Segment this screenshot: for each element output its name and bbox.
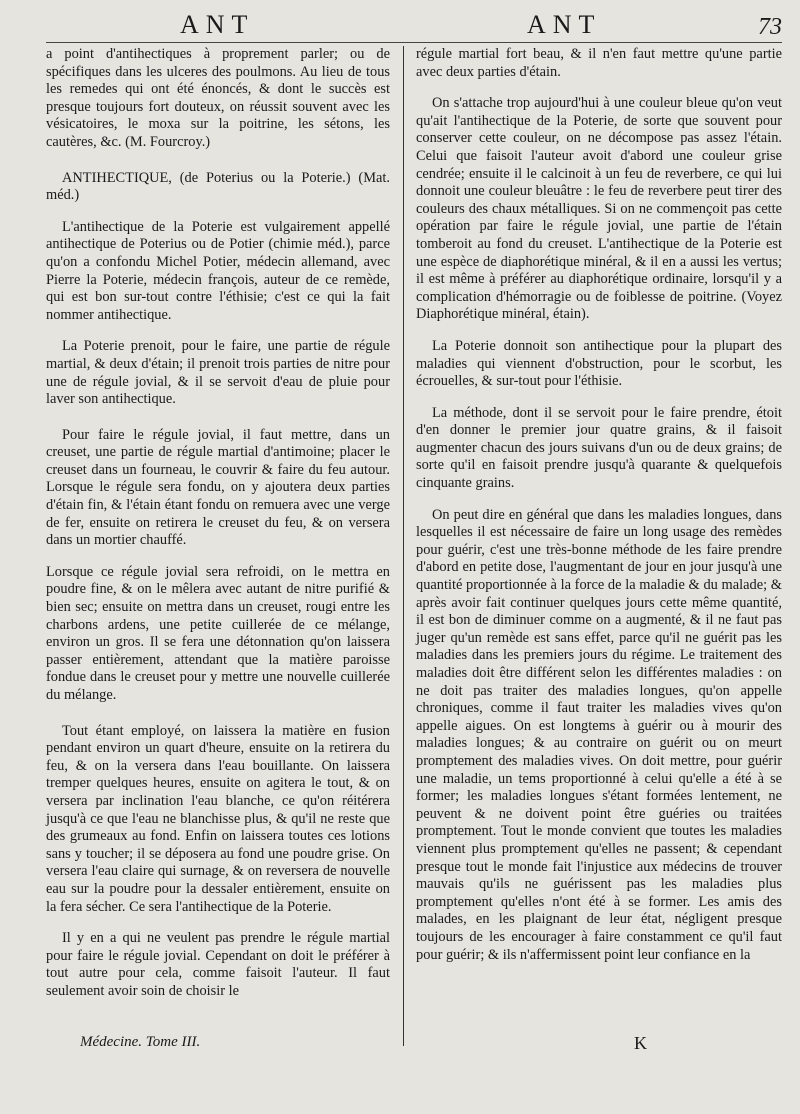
header-rule — [46, 42, 782, 43]
paragraph: régule martial fort beau, & il n'en faut mettre qu'une partie avec deux parties d'étain. — [416, 46, 782, 80]
paragraph: a point d'antihectiques à proprement parler; ou de spécifiques dans les ulceres des poulmons. Au lieu de tous les remedes qui ont été énoncés, & dont le succès est presque toujours fort douteux, on réussit souvent avec les vésicatoires, le moxa sur la poitrine, les sétons, les cautères, &c. (M. Fourcroy.) — [46, 46, 390, 150]
paragraph: La méthode, dont il se servoit pour le faire prendre, étoit d'en donner le premier jour quatre grains, & il faisoit augmenter chacun des jours suivans d'un ou de deux grains; de sorte qu'il en faisoit prendre jusqu'à quarante & quelquefois cinquante grains. — [416, 404, 782, 492]
running-head-right: ANT — [527, 10, 602, 39]
right-column — [416, 46, 782, 978]
column-divider — [403, 46, 404, 1046]
paragraph: Pour faire le régule jovial, il faut mettre, dans un creuset, une partie de régule martial d'antimoine; placer le creuset dans un fourneau, le couvrir & faire du feu autour. Lorsque le régule sera fondu, on y ajoutera deux parties d'étain fin, & l'étain étant fondu on remuera avec une verge de fer, ensuite on retirera le creuset du feu, & on versera dans un mortier chauffé. — [46, 426, 390, 549]
running-head-left: ANT — [180, 10, 255, 39]
paragraph: La Poterie prenoit, pour le faire, une partie de régule martial, & deux d'étain; il prenoit trois parties de nitre pour une de régule jovial, & il se servoit d'eau de pluie pour laver son antihectique. — [46, 338, 390, 408]
paragraph: La Poterie donnoit son antihectique pour la plupart des maladies qui viennent d'obstruction, pour le scorbut, les écrouelles, & sur-tout pour l'éthisie. — [416, 337, 782, 390]
paragraph: Il y en a qui ne veulent pas prendre le régule martial pour faire le régule jovial. Cependant on doit le préférer à tout autre pour cela, comme faisoit l'auteur. Il faut seulement avoir soin de choisir le — [46, 930, 390, 999]
signature-mark: K — [634, 1033, 647, 1053]
paragraph: L'antihectique de la Poterie est vulgairement appellé antihectique de Poterius ou de Potier (chimie méd.), parce qu'on a confondu Michel Potier, médecin allemand, avec Pierre la Poterie, médecin françois, auteur de ce remède, qui est bon sur-tout contre l'éthisie; c'est ce qui la fait nommer antihectique. — [46, 218, 390, 323]
page-number: 73 — [758, 14, 782, 40]
article-heading: ANTIHECTIQUE, (de Poterius ou la Poterie.) (Mat. méd.) — [46, 169, 390, 204]
paragraph: Tout étant employé, on laissera la matière en fusion pendant environ un quart d'heure, ensuite on la retirera du feu, & on la versera dans l'eau bouillante. On laissera tremper quelques heures, ensuite on agitera le tout, & on versera par inclination l'eau blanche, ce qu'on réitérera jusqu'à ce que l'eau ne blanchisse plus, & qu'il ne reste que des grumeaux au fond. Enfin on laissera toutes ces lotions sans y toucher; il se déposera au fond une poudre grise. On versera l'eau claire qui surnage, & on reversera de nouvelle eau sur la poudre pour la dessaler entièrement, ensuite on la fera sécher. Ce sera l'antihectique de la Poterie. — [46, 722, 390, 915]
paragraph: Lorsque ce régule jovial sera refroidi, on le mettra en poudre fine, & on le mêlera avec autant de nitre purifié & bien sec; ensuite on mettra dans un creuset, rougi entre les charbons ardens, une petite cuillerée de ce mélange, environ un gros. Il se fera une détonnation qu'on laissera passer entièrement, attendant que la matière paroisse fondue dans le creuset pour y mettre une nouvelle cuillerée du mélange. — [46, 563, 390, 703]
footer-title: Médecine. Tome III. — [80, 1034, 201, 1050]
left-column — [46, 46, 390, 1015]
paragraph: On s'attache trop aujourd'hui à une couleur bleue qu'on veut qu'ait l'antihectique de la Poterie, de sorte que souvent pour conserver cette couleur, on ne décompose pas assez l'étain. Celui que faisoit l'auteur avoit d'abord une couleur grise cendrée; ensuite il le calcinoit à un feu de reverbere, ce qui lui donnoit une couleur bleuâtre : le feu de reverbere peut tirer des couleurs des chaux métalliques. Si on ne commençoit pas cette opération par faire le régule jovial, une partie de l'étain tomberoit au fond du creuset. L'antihectique de la Poterie est une espèce de diaphorétique minéral, & il en a aussi les vertus; il est même à préférer au diaphorétique ordinaire, lorsqu'il y a complication d'hémorragie ou de foiblesse de poitrine. (Voyez Diaphorétique minéral, étain). — [416, 95, 782, 323]
paragraph: On peut dire en général que dans les maladies longues, dans lesquelles il est nécessaire de faire un long usage des remèdes pour guérir, c'est une très-bonne méthode de les faire prendre d'abord en petite dose, l'augmentant de jour en jour jusqu'à une quantité proportionnée à la force de la maladie & du malade; & après avoir fait continuer quelques jours cette même quantité, il est bon de diminuer comme on a augmenté, & il ne faut pas juger qu'un remède est sans effet, parce qu'il ne guérit pas les maladies dans les premiers jours du régime. Le traitement des maladies doit être différent selon les différentes maladies : on ne doit pas traiter des maladies longues, qu'on appelle chroniques, comme il faut traiter les maladies vives qu'on appelle aigues. On est longtems à guérir ou à mourir des maladies longues; & au contraire on guérit ou on meurt promptement des maladies vives. On doit mettre, pour guérir une maladie, un tems proportionné à celui qu'elle a été à se former; les maladies longues s'étant formées lentement, ne peuvent & ne doivent point être guéries ou traitées promptement. Tout le monde convient que toutes les maladies viennent plus promptement qu'elles ne passent; & cependant presque tout le monde fait l'injustice aux médecins de trouver mauvais qu'ils ne guérissent pas les maladies plus promptement qu'elles n'ont été à se former. Les amis des malades, en les plaignant de leur état, négligent presque toujours de les encourager à faire constamment ce qu'il faut pour guérir; & ils n'affermissent point leur confiance en la — [416, 506, 782, 963]
